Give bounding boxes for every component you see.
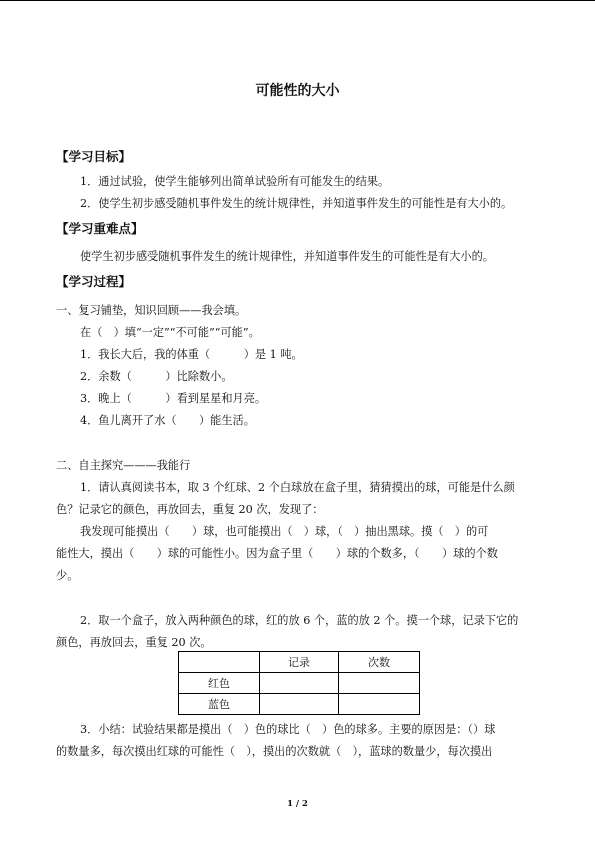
table-header-cell: 记录 [260, 652, 339, 673]
fill-item: 4．鱼儿离开了水（ ）能生活。 [80, 414, 255, 427]
top-border-line [0, 0, 595, 1]
fill-item: 1．我长大后，我的体重（ ）是 1 吨。 [80, 348, 303, 361]
part2-heading: 二、自主探究———我能行 [56, 459, 191, 472]
key-points-text: 使学生初步感受随机事件发生的统计规律性，并知道事件发生的可能性是有大小的。 [80, 250, 494, 263]
summary-line: 3．小结：试验结果都是摸出（ ）色的球比（ ）色的球多。主要的原因是：（）球 [80, 723, 496, 736]
record-table [178, 651, 420, 715]
question1-line: 1．请认真阅读书本，取 3 个红球、2 个白球放在盒子里，猜猜摸出的球，可能是什么颜 [80, 481, 515, 494]
part1-heading: 一、复习铺垫，知识回顾——我会填。 [56, 304, 247, 317]
question1-line: 少。 [56, 569, 79, 582]
table-row-label: 蓝色 [179, 694, 260, 715]
section-heading-process: 【学习过程】 [56, 274, 132, 289]
section-heading-goals: 【学习目标】 [56, 149, 132, 164]
section-heading-key-points: 【学习重难点】 [56, 221, 144, 236]
table-row-label: 红色 [179, 673, 260, 694]
fill-item: 3．晚上（ ）看到星星和月亮。 [80, 392, 267, 405]
question2-line: 2．取一个盒子，放入两种颜色的球，红的放 6 个，蓝的放 2 个。摸一个球，记录下它的 [80, 614, 519, 627]
table-header-cell [179, 652, 260, 673]
table-cell [339, 694, 420, 715]
table-row [179, 673, 420, 694]
table-cell [260, 694, 339, 715]
table-cell [339, 673, 420, 694]
goal-line: 1．通过试验，使学生能够列出简单试验所有可能发生的结果。 [80, 175, 390, 188]
summary-line: 的数量多，每次摸出红球的可能性（ ），摸出的次数就（ ），蓝球的数量少，每次摸出 [56, 745, 493, 758]
table-header-row [179, 652, 420, 673]
fill-item: 2．余数（ ）比除数小。 [80, 370, 233, 383]
question1-line: 色？记录它的颜色，再放回去，重复 20 次，发现了： [56, 503, 324, 516]
table-row [179, 694, 420, 715]
question1-line: 能性大，摸出（ ）球的可能性小。因为盒子里（ ）球的个数多，（ ）球的个数 [56, 547, 498, 560]
table-cell [260, 673, 339, 694]
question2-line: 颜色，再放回去，重复 20 次。 [56, 636, 212, 649]
page-title: 可能性的大小 [255, 83, 340, 99]
page-number: 1 / 2 [287, 799, 308, 809]
table-header-cell: 次数 [339, 652, 420, 673]
question1-line: 我发现可能摸出（ ）球，也可能摸出（ ）球，（ ）抽出黑球。摸（ ）的可 [80, 525, 489, 538]
goal-line: 2．使学生初步感受随机事件发生的统计规律性，并知道事件发生的可能性是有大小的。 [80, 197, 513, 210]
part1-instruction: 在（ ）填“一定”“不可能”“可能”。 [80, 326, 260, 339]
